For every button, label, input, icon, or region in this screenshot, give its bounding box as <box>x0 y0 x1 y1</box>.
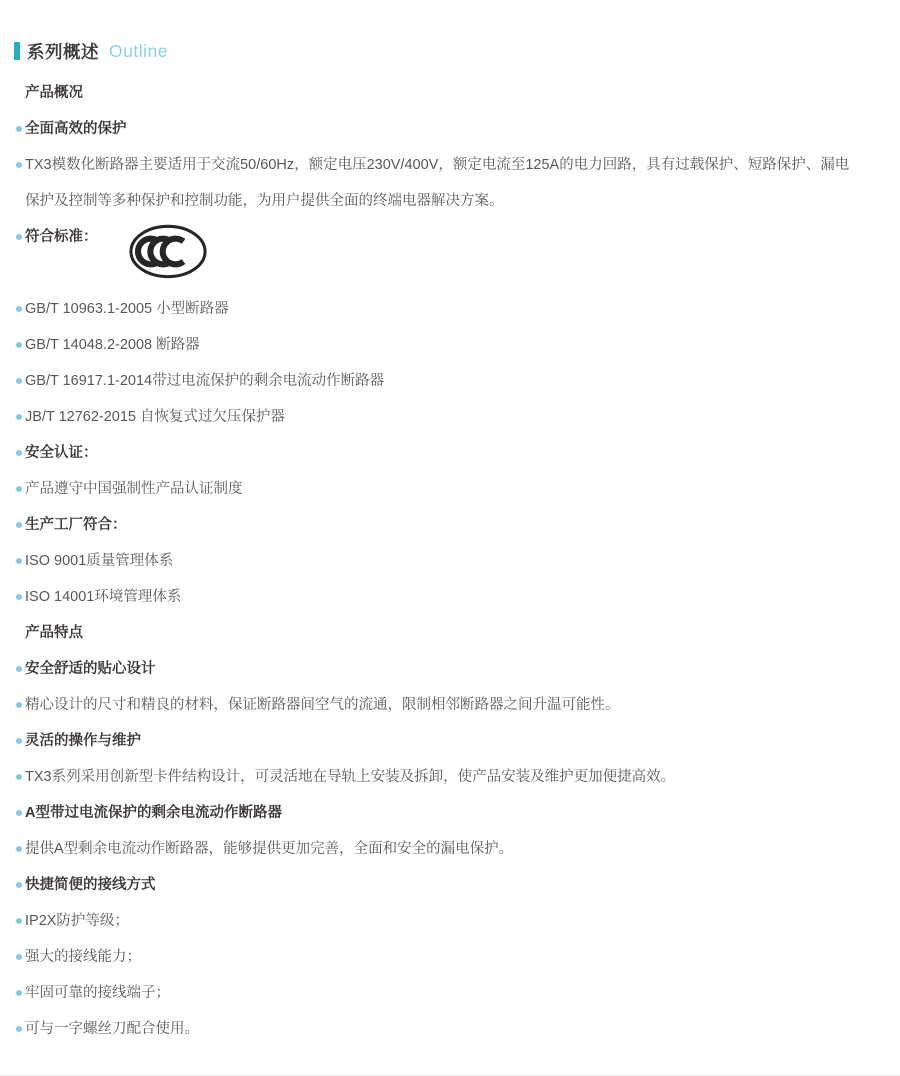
list-item <box>16 651 861 687</box>
bullet-icon <box>16 306 22 312</box>
list-item <box>16 219 861 291</box>
accent-bar-icon <box>14 42 20 60</box>
list-item <box>16 759 861 795</box>
bullet-icon <box>16 738 22 744</box>
bullet-icon <box>16 702 22 708</box>
list-item <box>16 363 861 399</box>
list-item-text: 强大的接线能力； <box>25 949 141 965</box>
list-item <box>16 543 861 579</box>
list-item <box>16 471 861 507</box>
section-header <box>0 0 900 62</box>
bullet-icon <box>16 810 22 816</box>
bullet-icon <box>16 666 22 672</box>
list-item <box>16 327 861 363</box>
bullet-icon <box>16 990 22 996</box>
list-item-text: 可与一字螺丝刀配合使用。 <box>25 1021 199 1037</box>
list-item-text: 精心设计的尺寸和精良的材料，保证断路器间空气的流通，限制相邻断路器之间升温可能性。 <box>25 697 620 713</box>
list-item <box>16 111 861 147</box>
bullet-icon <box>16 234 22 240</box>
list-item-text: IP2X防护等级； <box>25 913 129 929</box>
page-title-en: Outline <box>109 40 168 61</box>
list-item-text: 快捷简便的接线方式 <box>25 877 156 893</box>
bullet-icon <box>16 126 22 132</box>
list-item <box>16 975 861 1011</box>
list-item <box>16 291 861 327</box>
list-item <box>16 687 861 723</box>
list-item-text: 产品概况 <box>25 85 83 101</box>
bullet-icon <box>16 918 22 924</box>
bullet-icon <box>16 414 22 420</box>
list-item-text: A型带过电流保护的剩余电流动作断路器 <box>25 805 282 821</box>
list-item <box>16 399 861 435</box>
bullet-icon <box>16 522 22 528</box>
bullet-icon <box>16 162 22 168</box>
list-item <box>16 507 861 543</box>
list-item <box>16 75 861 111</box>
list-item-text: JB/T 12762-2015 自恢复式过欠压保护器 <box>25 409 286 425</box>
content-list <box>16 75 861 1047</box>
bullet-icon <box>16 954 22 960</box>
bullet-icon <box>16 486 22 492</box>
list-item <box>16 867 861 903</box>
list-item-text: 产品特点 <box>25 625 83 641</box>
list-item <box>16 435 861 471</box>
list-item-text: GB/T 16917.1-2014带过电流保护的剩余电流动作断路器 <box>25 373 385 389</box>
bullet-icon <box>16 846 22 852</box>
list-item-text: 全面高效的保护 <box>25 121 127 137</box>
list-item-text: 产品遵守中国强制性产品认证制度 <box>25 481 243 497</box>
list-item-text: ISO 14001环境管理体系 <box>25 589 182 605</box>
list-item <box>16 903 861 939</box>
list-item-text: 牢固可靠的接线端子； <box>25 985 170 1001</box>
list-item-text: 灵活的操作与维护 <box>25 733 141 749</box>
list-item-text: TX3系列采用创新型卡件结构设计，可灵活地在导轨上安装及拆卸，使产品安装及维护更加便捷高效。 <box>25 769 676 785</box>
list-item <box>16 147 861 219</box>
list-item-text: GB/T 14048.2-2008 断路器 <box>25 337 200 353</box>
list-item <box>16 615 861 651</box>
list-item <box>16 831 861 867</box>
bullet-icon <box>16 450 22 456</box>
list-item <box>16 579 861 615</box>
list-item-text: 符合标准： <box>25 229 98 245</box>
list-item-text: 生产工厂符合： <box>25 517 127 533</box>
list-item-text: 安全舒适的贴心设计 <box>25 661 156 677</box>
list-item-text: ISO 9001质量管理体系 <box>25 553 174 569</box>
bullet-icon <box>16 774 22 780</box>
list-item <box>16 795 861 831</box>
bullet-icon <box>16 558 22 564</box>
bullet-icon <box>16 882 22 888</box>
list-item-text: GB/T 10963.1-2005 小型断路器 <box>25 301 229 317</box>
ccc-certification-icon <box>128 223 208 280</box>
list-item <box>16 939 861 975</box>
list-item <box>16 723 861 759</box>
page-title: 系列概述 <box>27 41 99 62</box>
list-item-text: 提供A型剩余电流动作断路器，能够提供更加完善，全面和安全的漏电保护。 <box>25 841 514 857</box>
bullet-icon <box>16 342 22 348</box>
list-item-text: 安全认证： <box>25 445 98 461</box>
list-item-text: TX3模数化断路器主要适用于交流50/60Hz，额定电压230V/400V，额定电流至125A的电力回路，具有过载保护、短路保护、漏电保护及控制等多种保护和控制功能，为用户提供全面的终端电器解决方案。 <box>25 157 850 209</box>
bullet-icon <box>16 378 22 384</box>
bullet-icon <box>16 594 22 600</box>
list-item <box>16 1011 861 1047</box>
bullet-icon <box>16 1026 22 1032</box>
